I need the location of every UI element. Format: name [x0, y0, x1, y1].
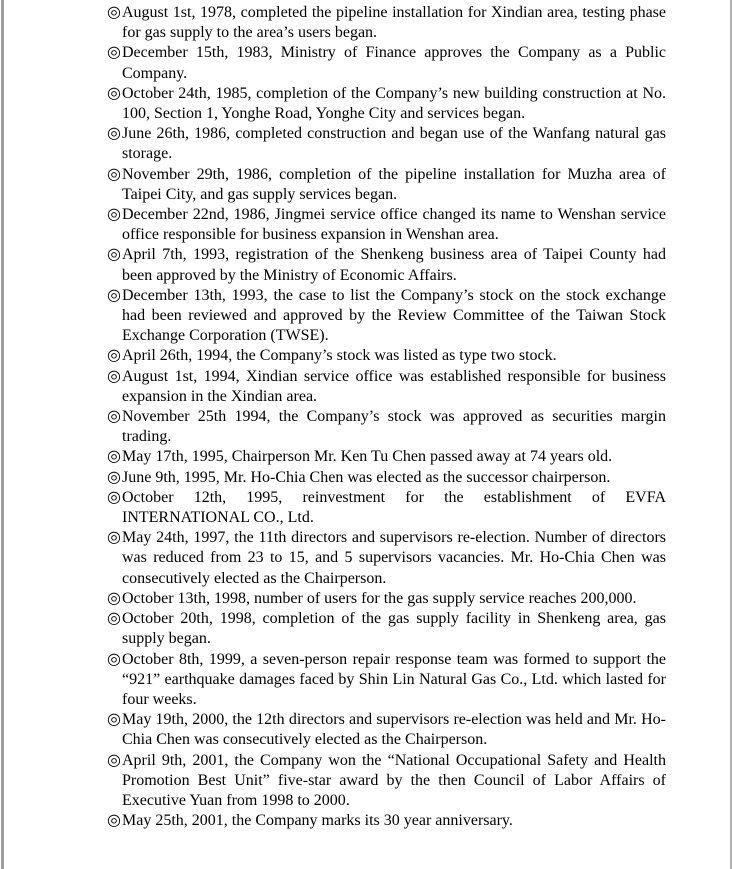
bullseye-bullet-icon: ◎ — [107, 751, 121, 769]
timeline-entry — [107, 286, 666, 347]
timeline-entry-text: May 17th, 1995, Chairperson Mr. Ken Tu Chen passed away at 74 years old. — [122, 448, 613, 466]
bullseye-bullet-icon: ◎ — [107, 448, 121, 466]
bullseye-bullet-icon: ◎ — [107, 44, 121, 62]
bullseye-bullet-icon: ◎ — [107, 367, 121, 385]
timeline-entry-text: October 20th, 1998, completion of the gas supply facility in Shenkeng area, gas supply began. — [122, 610, 666, 648]
bullseye-bullet-icon: ◎ — [107, 125, 121, 143]
timeline-entry-text: August 1st, 1994, Xindian service office was established responsible for business expansion in the Xindian area. — [122, 367, 666, 405]
timeline-entry — [107, 468, 666, 488]
bullseye-bullet-icon: ◎ — [107, 589, 121, 607]
timeline-entry — [107, 367, 666, 407]
page-right-edge-line — [730, 0, 732, 869]
timeline-entry — [107, 124, 666, 164]
timeline-entry — [107, 407, 666, 447]
timeline-entry-text: October 12th, 1995, reinvestment for the establishment of EVFA INTERNATIONAL CO., Ltd. — [122, 488, 666, 527]
timeline-entry-text: December 15th, 1983, Ministry of Finance approves the Company as a Public Company. — [122, 44, 666, 82]
bullseye-bullet-icon: ◎ — [107, 650, 121, 668]
timeline-entry — [107, 346, 666, 366]
bullseye-bullet-icon: ◎ — [107, 165, 121, 183]
timeline-entry — [107, 205, 666, 245]
timeline-entry — [107, 589, 666, 609]
bullseye-bullet-icon: ◎ — [107, 468, 121, 486]
timeline-entry-text: April 26th, 1994, the Company’s stock was listed as type two stock. — [122, 347, 557, 365]
timeline-entry-text: May 24th, 1997, the 11th directors and supervisors re-election. Number of directors was reduced from 23 to 15, and 5 supervisors vacancies. Mr. Ho-Chia Chen was consecutively elected as the Chairperson. — [122, 529, 666, 587]
timeline-entry-text: October 13th, 1998, number of users for the gas supply service reaches 200,000. — [122, 589, 637, 607]
timeline-entry-text: June 9th, 1995, Mr. Ho-Chia Chen was elected as the successor chairperson. — [122, 468, 611, 486]
bullseye-bullet-icon: ◎ — [107, 529, 121, 547]
timeline-entry — [107, 84, 666, 124]
bullseye-bullet-icon: ◎ — [107, 206, 121, 224]
bullseye-bullet-icon: ◎ — [107, 610, 121, 628]
company-history-timeline — [107, 3, 666, 831]
page-left-edge-line — [1, 0, 4, 869]
timeline-entry-text: December 13th, 1993, the case to list the Company’s stock on the stock exchange had been reviewed and approved by the Review Committee of the Taiwan Stock Exchange Corporation (TWSE). — [122, 286, 666, 345]
timeline-entry — [107, 245, 666, 285]
bullseye-bullet-icon: ◎ — [107, 347, 121, 365]
bullseye-bullet-icon: ◎ — [107, 286, 121, 304]
timeline-entry — [107, 811, 666, 831]
bullseye-bullet-icon: ◎ — [107, 4, 121, 21]
timeline-entry-text: May 19th, 2000, the 12th directors and supervisors re-election was held and Mr. Ho-Chia Chen was consecutively elected as the Chairperson. — [122, 711, 666, 749]
timeline-entry — [107, 710, 666, 750]
timeline-entry-text: April 7th, 1993, registration of the Shenkeng business area of Taipei County had been approved by the Ministry of Economic Affairs. — [122, 246, 666, 284]
timeline-entry-text: October 24th, 1985, completion of the Company’s new building construction at No. 100, Section 1, Yonghe Road, Yonghe City and services began. — [122, 84, 666, 123]
bullseye-bullet-icon: ◎ — [107, 488, 121, 506]
timeline-entry — [107, 447, 666, 467]
bullseye-bullet-icon: ◎ — [107, 246, 121, 264]
bullseye-bullet-icon: ◎ — [107, 84, 121, 102]
timeline-entry — [107, 165, 666, 205]
timeline-entry — [107, 609, 666, 649]
timeline-entry — [107, 528, 666, 589]
timeline-entry — [107, 751, 666, 812]
timeline-entry — [107, 3, 666, 43]
timeline-entry-text: November 25th 1994, the Company’s stock was approved as securities margin trading. — [122, 408, 666, 446]
timeline-entry — [107, 43, 666, 83]
timeline-entry — [107, 650, 666, 711]
timeline-entry-text: June 26th, 1986, completed construction and began use of the Wanfang natural gas storage. — [122, 125, 666, 163]
timeline-entry-text: April 9th, 2001, the Company won the “National Occupational Safety and Health Promotion Best Unit” five-star award by the then Council of Labor Affairs of Executive Yuan from 1998 to 2000. — [122, 751, 666, 809]
timeline-entry-text: December 22nd, 1986, Jingmei service office changed its name to Wenshan service office responsible for business expansion in Wenshan area. — [122, 206, 666, 244]
bullseye-bullet-icon: ◎ — [107, 711, 121, 729]
timeline-entry-text: August 1st, 1978, completed the pipeline installation for Xindian area, testing phase for gas supply to the area’s users began. — [122, 4, 666, 42]
timeline-entry — [107, 488, 666, 528]
bullseye-bullet-icon: ◎ — [107, 812, 121, 830]
bullseye-bullet-icon: ◎ — [107, 408, 121, 426]
timeline-entry-text: November 29th, 1986, completion of the pipeline installation for Muzha area of Taipei City, and gas supply services began. — [122, 165, 666, 203]
timeline-entry-text: May 25th, 2001, the Company marks its 30 year anniversary. — [122, 812, 513, 830]
timeline-entry-text: October 8th, 1999, a seven-person repair response team was formed to support the “921” earthquake damages faced by Shin Lin Natural Gas Co., Ltd. which lasted for four weeks. — [122, 650, 666, 708]
